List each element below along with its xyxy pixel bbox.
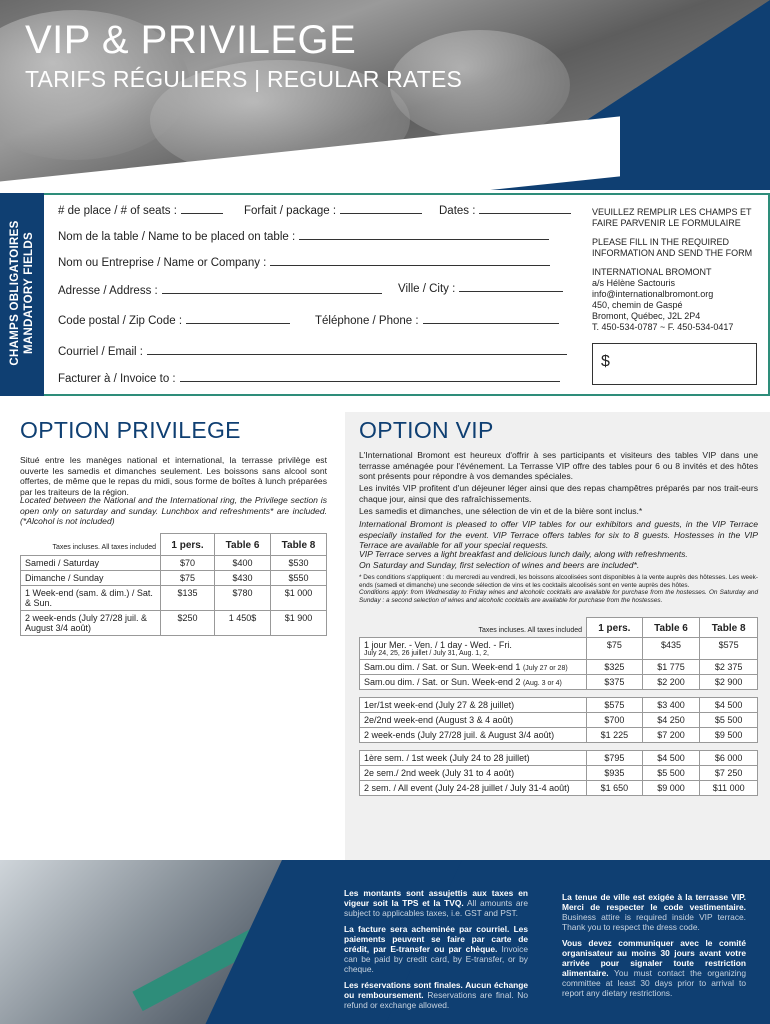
row-label: 2 week-ends (July 27/28 juil. & August 3/4 août) <box>360 728 587 743</box>
row-label: 2 sem. / All event (July 24-28 juillet / July 31-4 août) <box>360 781 587 796</box>
table-row <box>360 638 758 660</box>
privilege-header-table8: Table 8 <box>271 534 327 556</box>
amount-field[interactable] <box>592 343 757 385</box>
invoice-input[interactable] <box>180 381 560 382</box>
table-row <box>21 586 327 611</box>
vip-conditions-fr: * Des conditions s'appliquent : du mercredi au vendredi, les boissons alcoolisées sont disponibles à la vente auprès des hôtesses. Les week-ends (samedi et dimanche) une seconde sélection de vins et les cocktails alcoolisés sont en vente auprès des hôtes. <box>359 574 758 589</box>
price-table6: $5 500 <box>642 766 700 781</box>
price-table6: $780 <box>215 586 271 611</box>
dress-fr: La tenue de ville est exigée à la terrasse VIP. Merci de respecter le code vestimentaire. <box>562 892 746 912</box>
org-phone: T. 450-534-0787 ~ F. 450-534-0417 <box>592 322 734 332</box>
price-table6: $7 200 <box>642 728 700 743</box>
dress-en: Business attire is required inside VIP terrace. Thank you to respect the dress code. <box>562 912 746 932</box>
vip-rates-table <box>359 617 758 796</box>
mandatory-fields-label <box>0 193 44 396</box>
price-1pers: $250 <box>161 611 215 636</box>
dates-input[interactable] <box>479 213 571 214</box>
row-sublabel: (July 27 or 28) <box>522 665 568 672</box>
table-row <box>360 660 758 675</box>
price-1pers: $70 <box>161 556 215 571</box>
price-table6: $4 500 <box>642 751 700 766</box>
table-row <box>360 698 758 713</box>
vip-header-1pers: 1 pers. <box>587 618 643 638</box>
price-table6: 1 450$ <box>215 611 271 636</box>
price-1pers: $795 <box>587 751 643 766</box>
vip-header-table8: Table 8 <box>700 618 758 638</box>
package-field[interactable] <box>244 205 422 217</box>
org-city: Bromont, Québec, J2L 2P4 <box>592 311 701 321</box>
taxes-fr: Les montants sont assujettis aux taxes en vigeur soit la TPS et la TVQ. <box>344 888 528 908</box>
price-1pers: $1 225 <box>587 728 643 743</box>
restrict-fr: Vous devez communiquer avec le comité organisateur au moins 30 jours avant votre arrivée pour signaler toute restriction alimentaire. <box>562 938 746 978</box>
privilege-desc-en: Located between the National and the International ring, the Privilege section is open only on saturday and sunday. Lunchbox and refreshments* are included. (*Alcohol is not included) <box>20 495 327 526</box>
vip-desc-fr-1: L'International Bromont est heureux d'offrir à ses participants et visiteurs des tables VIP dans une terrasse aménagée pour l'événement. La Terrasse VIP offre des tables pour 6 ou 8 invités et des hôtes sont présents pour répondre à vos demandes spéciales. <box>359 450 758 481</box>
dates-label: Dates : <box>439 205 476 217</box>
privilege-taxes-note: Taxes incluses. All taxes included <box>21 534 161 556</box>
seats-label: # de place / # of seats : <box>58 205 177 217</box>
vip-header-table6: Table 6 <box>642 618 700 638</box>
price-table8: $9 500 <box>700 728 758 743</box>
mandatory-label-fr: CHAMPS OBLIGATOIRES <box>9 220 21 366</box>
price-table6: $4 250 <box>642 713 700 728</box>
privilege-header-table6: Table 6 <box>215 534 271 556</box>
privilege-title: OPTION PRIVILEGE <box>20 417 241 443</box>
price-table8: $575 <box>700 638 758 660</box>
city-field[interactable] <box>398 283 563 295</box>
invoice-label: Facturer à / Invoice to : <box>58 373 176 385</box>
price-table6: $430 <box>215 571 271 586</box>
table-row <box>360 781 758 796</box>
org-email[interactable]: info@internationalbromont.org <box>592 289 714 299</box>
vip-section <box>345 412 770 860</box>
price-table8: $530 <box>271 556 327 571</box>
city-label: Ville / City : <box>398 283 456 295</box>
table-row <box>21 571 327 586</box>
email-field[interactable] <box>58 346 567 358</box>
org-street: 450, chemin de Gaspé <box>592 300 683 310</box>
row-label: Sam.ou dim. / Sat. or Sun. Week-end 2 <box>364 677 521 687</box>
company-field[interactable] <box>58 257 550 269</box>
table-name-field[interactable] <box>58 231 549 243</box>
seats-field[interactable] <box>58 205 223 217</box>
email-label: Courriel / Email : <box>58 346 143 358</box>
invoice-field[interactable] <box>58 373 560 385</box>
price-table8: $2 375 <box>700 660 758 675</box>
phone-field[interactable] <box>315 315 559 327</box>
company-input[interactable] <box>270 265 550 266</box>
footer-col-rules <box>562 892 746 1004</box>
company-label: Nom ou Entreprise / Name or Company : <box>58 257 267 269</box>
page-title: VIP & PRIVILEGE <box>25 18 357 62</box>
price-1pers: $135 <box>161 586 215 611</box>
privilege-rates-table <box>20 533 327 636</box>
zip-label: Code postal / Zip Code : <box>58 315 183 327</box>
price-table6: $435 <box>642 638 700 660</box>
table-row <box>21 611 327 636</box>
table-name-input[interactable] <box>299 239 549 240</box>
price-table8: $550 <box>271 571 327 586</box>
row-sublabel: (Aug. 3 or 4) <box>522 680 562 687</box>
price-table8: $11 000 <box>700 781 758 796</box>
price-table8: $6 000 <box>700 751 758 766</box>
form-instructions <box>592 207 764 333</box>
city-input[interactable] <box>459 291 563 292</box>
final-fr: Les réservations sont finales. Aucun échange ou remboursement. <box>344 980 528 1000</box>
email-input[interactable] <box>147 354 567 355</box>
privilege-section <box>0 405 345 860</box>
table-row <box>360 713 758 728</box>
table-row <box>360 751 758 766</box>
vip-desc-en-1: International Bromont is pleased to offer VIP tables for our exhibitors and guests, in the VIP Terrace especially installed for the event. VIP Terrace offers tables for six to 8 guests. Hostesses in the VIP Terrace are available for all your special requests. <box>359 519 758 550</box>
final-en: Reservations are final. No refund or exchange allowed. <box>344 990 529 1010</box>
instructions-fr: VEUILLEZ REMPLIR LES CHAMPS ET FAIRE PARVENIR LE FORMULAIRE <box>592 207 752 228</box>
price-1pers: $375 <box>587 675 643 690</box>
price-table6: $3 400 <box>642 698 700 713</box>
table-row <box>360 728 758 743</box>
table-name-label: Nom de la table / Name to be placed on table : <box>58 231 296 243</box>
dollar-sign: $ <box>601 353 610 370</box>
row-label: Dimanche / Sunday <box>21 571 161 586</box>
vip-desc-en-3: On Saturday and Sunday, first selection of wines and beers are included*. <box>359 560 640 570</box>
dates-field[interactable] <box>439 205 571 217</box>
price-1pers: $935 <box>587 766 643 781</box>
restrict-en: You must contact the organizing committee at least 30 days prior to arrival to report any dietary restrictions. <box>562 968 746 998</box>
price-table8: $1 900 <box>271 611 327 636</box>
org-contact: a/s Hélène Sactouris <box>592 278 676 288</box>
footer <box>0 860 770 1024</box>
table-row <box>360 675 758 690</box>
address-input[interactable] <box>162 293 382 294</box>
price-table8: $5 500 <box>700 713 758 728</box>
vip-desc-fr-2: Les invités VIP profitent d'un déjeuner léger ainsi que des repas champêtres préparés par nos trait-eurs chaque jour, ainsi que des rafraîchissements. <box>359 483 758 504</box>
page-subtitle: TARIFS RÉGULIERS | REGULAR RATES <box>25 66 463 92</box>
price-table6: $9 000 <box>642 781 700 796</box>
price-table6: $400 <box>215 556 271 571</box>
package-label: Forfait / package : <box>244 205 337 217</box>
row-label: 2 week-ends (July 27/28 juil. & August 3/4 août) <box>21 611 161 636</box>
price-1pers: $75 <box>587 638 643 660</box>
price-1pers: $575 <box>587 698 643 713</box>
price-table6: $1 775 <box>642 660 700 675</box>
privilege-header-1pers: 1 pers. <box>161 534 215 556</box>
row-label: Sam.ou dim. / Sat. or Sun. Week-end 1 <box>364 662 521 672</box>
price-1pers: $325 <box>587 660 643 675</box>
taxes-en: All amounts are subject to applicables taxes, i.e. GST and PST. <box>344 898 528 918</box>
vip-title: OPTION VIP <box>359 417 494 443</box>
instructions-en: PLEASE FILL IN THE REQUIRED INFORMATION AND SEND THE FORM <box>592 237 753 258</box>
address-label: Adresse / Address : <box>58 285 158 297</box>
price-table8: $7 250 <box>700 766 758 781</box>
row-label: 1 jour Mer. - Ven. / 1 day - Wed. - Fri. <box>364 640 512 650</box>
row-label: 2e sem./ 2nd week (July 31 to 4 août) <box>360 766 587 781</box>
mandatory-label-en: MANDATORY FIELDS <box>23 232 35 354</box>
phone-label: Téléphone / Phone : <box>315 315 419 327</box>
row-label: 1 Week-end (sam. & dim.) / Sat. & Sun. <box>21 586 161 611</box>
seats-input[interactable] <box>181 213 223 214</box>
vip-desc-en-2: VIP Terrace serves a light breakfast and delicious lunch daily, along with refreshments. <box>359 549 688 559</box>
zip-input[interactable] <box>186 323 290 324</box>
vip-desc-fr-3: Les samedis et dimanches, une sélection de vin et de la bière sont inclus.* <box>359 506 643 516</box>
price-table8: $4 500 <box>700 698 758 713</box>
phone-input[interactable] <box>423 323 559 324</box>
row-label: Samedi / Saturday <box>21 556 161 571</box>
row-label: 1er/1st week-end (July 27 & 28 juillet) <box>360 698 587 713</box>
footer-col-payment <box>344 888 528 1016</box>
zip-field[interactable] <box>58 315 290 327</box>
row-label: 2e/2nd week-end (August 3 & 4 août) <box>360 713 587 728</box>
price-1pers: $1 650 <box>587 781 643 796</box>
price-table6: $2 200 <box>642 675 700 690</box>
address-field[interactable] <box>58 285 382 297</box>
price-1pers: $75 <box>161 571 215 586</box>
vip-conditions-en: Conditions apply: from Wednesday to Friday wines and alcoholic cocktails are available for purchase from the hostesses. On Saturday and Sunday : a second selection of wines and alcoholic cocktails are available for purchase from the hostesses. <box>359 589 758 604</box>
invoice-en: Invoice can be paid by credit card, by E-transfer, or by cheque. <box>344 944 528 974</box>
table-row <box>360 766 758 781</box>
org-name: INTERNATIONAL BROMONT <box>592 267 712 277</box>
table-row <box>21 556 327 571</box>
vip-taxes-note: Taxes incluses. All taxes included <box>360 618 587 638</box>
price-table8: $1 000 <box>271 586 327 611</box>
row-label: 1ère sem. / 1st week (July 24 to 28 juillet) <box>360 751 587 766</box>
price-1pers: $700 <box>587 713 643 728</box>
invoice-fr: La facture sera acheminée par courriel. Les paiements peuvent se faire par carte de crédit, par E-transfer ou par chèque. <box>344 924 528 954</box>
price-table8: $2 900 <box>700 675 758 690</box>
package-input[interactable] <box>340 213 422 214</box>
privilege-desc-fr: Situé entre les manèges national et international, la terrasse privilège est ouverte les samedis et dimanches seulement. Les boissons sans alcool sont offertes, de même que le repas du midi, sous forme de boîtes à lunch préparées par les traiteurs de la région. <box>20 455 327 497</box>
row-sublabel: July 24, 25, 26 juillet / July 31, Aug. 1, 2, <box>364 650 489 657</box>
